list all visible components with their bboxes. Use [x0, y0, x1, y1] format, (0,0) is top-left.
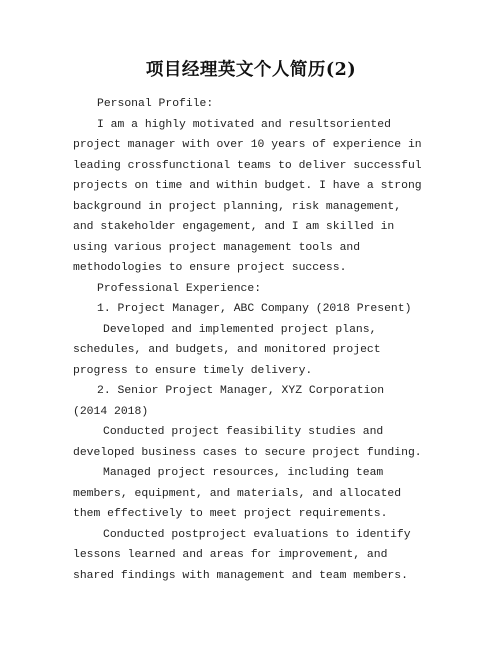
experience-item-1-title: 1. Project Manager, ABC Company (2018 Present) [97, 303, 412, 315]
section-heading-professional-experience: Professional Experience: [97, 282, 262, 295]
experience-item-2-detail-3: Conducted postproject evaluations to identify lessons learned and areas for improvement, and shared findings with management and team members. [73, 528, 411, 582]
experience-item-2-detail-2: Managed project resources, including team members, equipment, and materials, and allocated them effectively to meet project requirements. [73, 467, 402, 520]
profile-paragraph: I am a highly motivated and resultsoriented project manager with over 10 years of experience in leading crossfunctional teams to deliver successful projects on time and within budget. I have a strong background in project planning, risk management, and stakeholder engagement, and I am skilled in using various project management tools and methodologies to ensure project success. [73, 118, 422, 274]
document-title: 项目经理英文个人简历(2) [145, 60, 357, 80]
document-body [73, 94, 425, 586]
experience-item-2-detail-1: Conducted project feasibility studies and developed business cases to secure project funding. [73, 426, 422, 459]
experience-item-2-title: 2. Senior Project Manager, XYZ Corporation (2014 2018) [73, 385, 385, 418]
experience-item-1-detail: Developed and implemented project plans, schedules, and budgets, and monitored project progress to ensure timely delivery. [73, 323, 381, 377]
section-heading-personal-profile: Personal Profile: [97, 98, 214, 110]
